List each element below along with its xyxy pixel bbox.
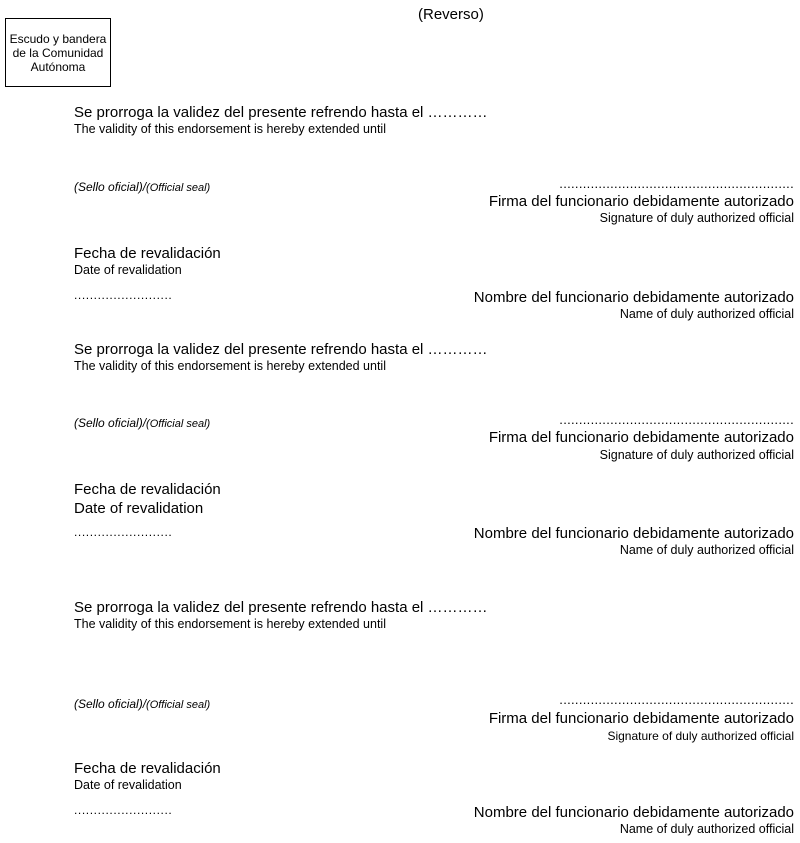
revalidation-date-es: Fecha de revalidación <box>74 481 221 498</box>
official-name-en: Name of duly authorized official <box>619 543 794 557</box>
signature-label-en: Signature of duly authorized official <box>599 448 794 462</box>
seal-label-en: (Official seal) <box>146 418 211 430</box>
official-name-es: Nombre del funcionario debidamente autorizado <box>473 289 794 306</box>
official-seal-label <box>74 697 210 711</box>
revalidation-date-es: Fecha de revalidación <box>74 245 221 262</box>
official-name-es: Nombre del funcionario debidamente autorizado <box>473 525 794 542</box>
signature-line: ............................................................ <box>559 412 794 427</box>
date-line: ......................... <box>74 525 173 539</box>
official-name-en: Name of duly authorized official <box>619 822 794 836</box>
revalidation-date-en: Date of revalidation <box>74 263 182 277</box>
extension-text-en: The validity of this endorsement is hereby extended until <box>74 359 386 373</box>
signature-label-en: Signature of duly authorized official <box>607 729 794 743</box>
signature-label-es: Firma del funcionario debidamente autorizado <box>488 710 794 727</box>
reverse-side-label: (Reverso) <box>418 6 484 23</box>
seal-label-es: (Sello oficial)/ <box>74 416 147 430</box>
date-line: ......................... <box>74 288 173 302</box>
seal-label-en: (Official seal) <box>146 182 211 194</box>
official-seal-label <box>74 416 210 430</box>
coat-of-arms-placeholder <box>5 18 111 87</box>
signature-label-en: Signature of duly authorized official <box>599 211 794 225</box>
extension-text-en: The validity of this endorsement is hereby extended until <box>74 617 386 631</box>
seal-label-es: (Sello oficial)/ <box>74 697 147 711</box>
official-name-es: Nombre del funcionario debidamente autorizado <box>473 804 794 821</box>
signature-label-es: Firma del funcionario debidamente autorizado <box>488 429 794 446</box>
revalidation-date-es: Fecha de revalidación <box>74 760 221 777</box>
seal-label-en: (Official seal) <box>146 699 211 711</box>
extension-text-es: Se prorroga la validez del presente refrendo hasta el ………… <box>74 599 488 616</box>
seal-label-es: (Sello oficial)/ <box>74 180 147 194</box>
extension-text-es: Se prorroga la validez del presente refrendo hasta el ………… <box>74 104 488 121</box>
crest-label: Escudo y bandera de la Comunidad Autónoma <box>9 31 107 74</box>
extension-text-en: The validity of this endorsement is hereby extended until <box>74 122 386 136</box>
signature-line: ............................................................ <box>559 176 794 191</box>
date-line: ......................... <box>74 803 173 817</box>
signature-line: ............................................................ <box>559 692 794 707</box>
extension-text-es: Se prorroga la validez del presente refrendo hasta el ………… <box>74 341 488 358</box>
revalidation-date-en: Date of revalidation <box>74 778 182 792</box>
official-name-en: Name of duly authorized official <box>619 307 794 321</box>
signature-label-es: Firma del funcionario debidamente autorizado <box>488 193 794 210</box>
revalidation-date-en: Date of revalidation <box>74 500 204 517</box>
official-seal-label <box>74 180 210 194</box>
